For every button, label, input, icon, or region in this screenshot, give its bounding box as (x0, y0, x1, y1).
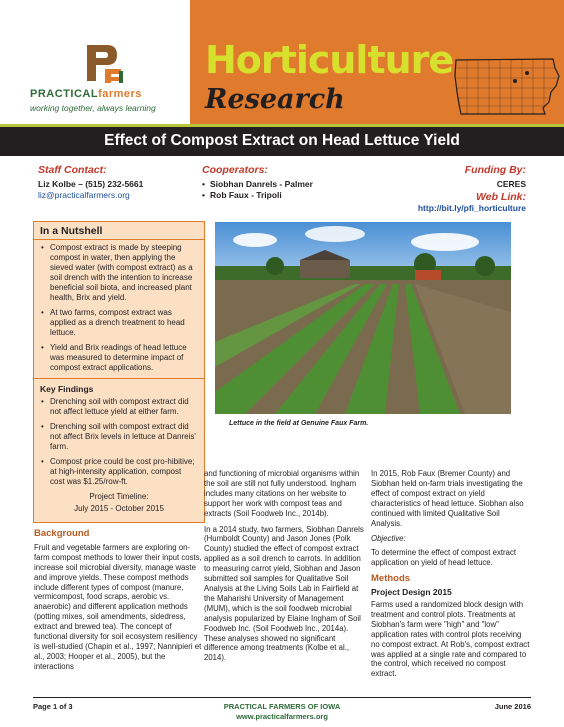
project-design-text: Farms used a randomized block design with treatment and control plots. Treatments at Siobhan's farm were "high" and "low" application rates with control plots receiving no compost extract. At Rob's, compost extract was applied at a single rate and compared to the control, which received no compost extract. (371, 599, 530, 679)
funding-label: Funding By: (464, 164, 526, 176)
logo-tagline: working together, always learning (30, 103, 156, 113)
logo-word-practical: PRACTICAL (30, 88, 99, 100)
key-findings-title: Key Findings (40, 384, 94, 394)
column-background (34, 529, 202, 678)
objective-label: Objective: (371, 534, 406, 544)
column-right (371, 469, 531, 685)
nutshell-bullet: • At two farms, compost extract was applied as a drench treatment to head lettuce. (40, 308, 198, 338)
cooperator-item: • Siobhan Danrels - Palmer (202, 179, 313, 190)
web-link-label: Web Link: (476, 191, 526, 203)
cooperator-item: • Rob Faux - Tripoli (202, 190, 313, 201)
funding-value: CERES (496, 179, 526, 189)
methods-heading: Methods (371, 573, 411, 585)
page-number: Page 1 of 3 (33, 702, 73, 711)
nutshell-bullet: • Yield and Brix readings of head lettuce was measured to determine impact of compost extract applications. (40, 343, 198, 373)
logo-wordmark (30, 88, 142, 100)
paragraph: In 2015, Rob Faux (Bremer County) and Siobhan held on-farm trials investigating the effect of compost extract on yield characteristics of head lettuce. Siobhan also continued with limited Qualitative Soil Analysis. (371, 469, 524, 528)
background-heading: Background (34, 528, 90, 539)
document-title-bar (0, 124, 564, 156)
document-title: Effect of Compost Extract on Head Lettuce Yield (104, 132, 460, 149)
nutshell-list (40, 243, 198, 373)
finding-bullet: • Drenching soil with compost extract did not affect lettuce yield at either farm. (40, 397, 198, 417)
footer-website-link[interactable]: www.practicalfarmers.org (236, 712, 328, 721)
divider (34, 378, 204, 379)
web-link[interactable]: http://bit.ly/pfi_horticulture (417, 203, 526, 213)
column-middle (204, 469, 366, 669)
cooperators-list (202, 179, 313, 201)
footer-org: PRACTICAL FARMERS OF IOWA (223, 702, 341, 711)
timeline-label: Project Timeline: (89, 492, 149, 501)
finding-bullet: • Compost price could be cost pro-hibitive; at high-intensity application, compost cost was $1.25/row-ft. (40, 457, 198, 487)
nutshell-bullet: • Compost extract is made by steeping compost in water, then applying the sieved water (with compost extract) as a soil drench with the intention to increase beneficial soil biota, and increased plant health, Brix and yield. (40, 243, 198, 303)
paragraph: and functioning of microbial organisms within the soil are still not fully understood. Ingham includes many citations on her website to support her work with compost teas and extracts (Soil Foodweb Inc., 2014b). (204, 469, 360, 518)
staff-contact-label: Staff Contact: (38, 164, 107, 176)
finding-bullet: • Drenching soil with compost extract did not affect Brix levels in lettuce at Danreis' farm. (40, 422, 198, 452)
staff-email-link[interactable]: liz@practicalfarmers.org (38, 190, 130, 200)
objective-text: To determine the effect of compost extract application on yield of head lettuce. (371, 548, 517, 568)
section-title: Horticulture (205, 38, 454, 82)
cooperators (202, 165, 313, 201)
section-subtitle: Research (205, 84, 345, 115)
photo-caption: Lettuce in the field at Genuine Faux Farm. (229, 420, 369, 427)
funding-info (418, 165, 526, 214)
page-header (0, 0, 564, 124)
staff-contact (38, 165, 143, 201)
footer-date: June 2016 (494, 702, 531, 711)
cooperators-label: Cooperators: (202, 164, 268, 176)
project-design-heading: Project Design 2015 (371, 587, 452, 598)
logo-word-farmers: farmers (98, 88, 142, 100)
paragraph: In a 2014 study, two farmers, Siobhan Danrels (Humboldt County) and Jason Jones (Polk County) studied the effect of compost extract applied as a soil drench to carrots. In addition to measuring carrot yield, Siobhan and Jason submitted soil samples for Qualitative Soil Analysis at the Living Soils Lab in Fairfield at the Maharishi University of Management (MUM), which is the soil foodweb microbial analysis popularized by Elaine Ingham of Soil Foodweb Inc. (Soil Foodweb Inc., 2014a). These analyses showed no significant difference among treatments (Kolbe et al., 2014). (204, 524, 364, 663)
nutshell-title: In a Nutshell (40, 225, 103, 237)
findings-list (40, 397, 198, 487)
pfi-logo-mark-icon (83, 41, 125, 85)
page-footer (33, 697, 531, 721)
background-text: Fruit and vegetable farmers are exploring on-farm compost methods to lower their input costs, increase soil microbial diversity, manage waste and improve yields. These compost methods include different types of compost (manure, vermicompost, food scraps, aerobic vs. anaerobic) and different application methods (potting mixes, soil amendments, sidedress, extract and brewed tea). The concept of functional diversity for soil ecosystem resiliency is well-studied (Chapin et al., 1997; Nannipieri et al., 2003; Hooper et al., 2005), but the interactions (34, 542, 202, 671)
logo-area (0, 0, 190, 124)
divider (34, 239, 204, 240)
nutshell-box (33, 221, 205, 523)
staff-contact-name: Liz Kolbe – (515) 232-5661 (38, 179, 144, 189)
timeline-value: July 2015 - October 2015 (74, 504, 164, 513)
iowa-county-map-icon (453, 56, 561, 116)
lettuce-field-photo (215, 222, 511, 414)
